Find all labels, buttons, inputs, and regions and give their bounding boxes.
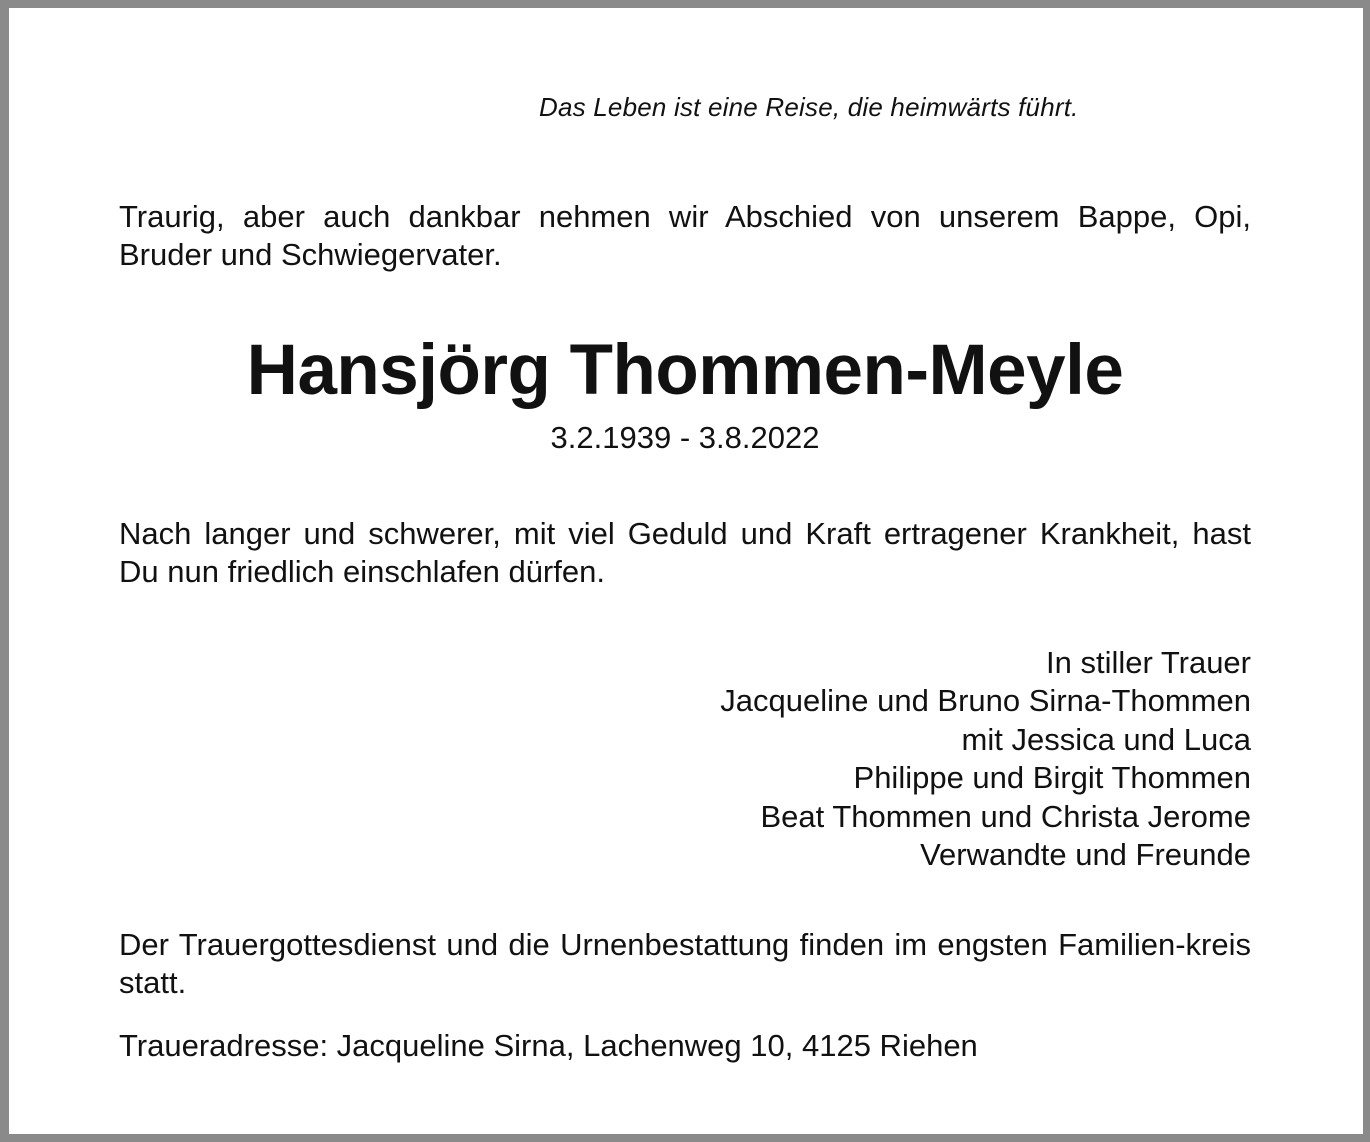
mourning-address: Traueradresse: Jacqueline Sirna, Lachenweg 10, 4125 Riehen	[119, 1028, 978, 1063]
mourner-line: mit Jessica und Luca	[961, 721, 1251, 757]
mourner-line: Jacqueline und Bruno Sirna-Thommen	[720, 683, 1251, 719]
motto-quote: Das Leben ist eine Reise, die heimwärts führt.	[539, 92, 1079, 122]
life-dates: 3.2.1939 - 3.8.2022	[550, 420, 820, 455]
mourners-block	[720, 644, 1251, 874]
funeral-paragraph: Der Trauergottesdienst und die Urnenbestattung finden im engsten Familien-kreis statt.	[119, 927, 1251, 1000]
mourners-heading: In stiller Trauer	[1045, 645, 1251, 680]
mourner-line: Beat Thommen und Christa Jerome	[760, 798, 1251, 834]
illness-paragraph: Nach langer und schwerer, mit viel Geduld und Kraft ertragener Krankheit, hast Du nun friedlich einschlafen dürfen.	[119, 516, 1251, 589]
mourner-line: Verwandte und Freunde	[920, 837, 1251, 873]
intro-paragraph: Traurig, aber auch dankbar nehmen wir Abschied von unserem Bappe, Opi, Bruder und Schwiegervater.	[119, 199, 1251, 272]
mourner-line: Philippe und Birgit Thommen	[853, 760, 1251, 796]
deceased-name: Hansjörg Thommen-Meyle	[246, 331, 1124, 410]
obituary-page	[9, 8, 1363, 1134]
